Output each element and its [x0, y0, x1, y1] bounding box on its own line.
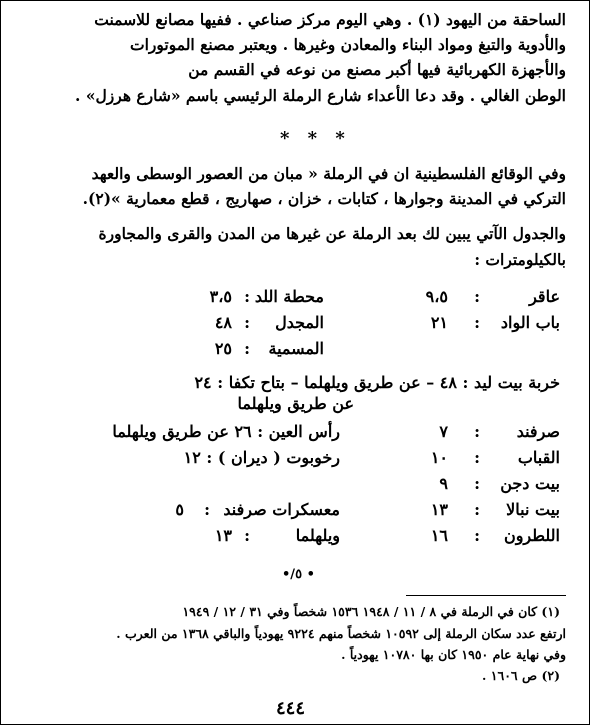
distance-name: باب الواد — [500, 313, 560, 332]
distance-value: ١٣ — [214, 526, 232, 545]
distance-separator: : — [474, 500, 480, 519]
distance-value: ٩،٥ — [425, 287, 448, 306]
distance-value: ١٦ — [430, 526, 448, 545]
footnote-line-2: ارتفع عدد سكان الرملة إلى ١٠٥٩٢ شخصاً منهم ٩٢٢٤ يهودياً والباقي ١٣٦٨ من العرب . — [116, 626, 566, 641]
distance-name: عاقر — [529, 287, 560, 306]
distance-separator: : — [474, 287, 480, 306]
distance-separator: : — [474, 474, 480, 493]
distance-name: معسكرات صرفند — [223, 500, 340, 519]
distance-separator: : — [244, 526, 250, 545]
book-page — [14, 4, 576, 720]
distance-value: ٢١ — [430, 313, 448, 332]
footnote-rule — [406, 595, 566, 596]
distance-value: ٣،٥ — [209, 287, 232, 306]
paragraph-2-line-1: وفي الوقائع الفلسطينية ان في الرملة « مبان من العصور الوسطى والعهد — [91, 164, 566, 183]
distance-value: ١٠ — [430, 448, 448, 467]
distance-entry: رأس العين : ٢٦ عن طريق ويلهلما — [112, 422, 340, 441]
distance-value: ٥ — [175, 500, 184, 519]
distance-separator: : — [474, 422, 480, 441]
distance-value: ٩ — [439, 474, 448, 493]
paragraph-1-line-2: والأدوية والتبغ ومواد البناء والمعادن وغيرها . ويعتبر مصنع الموتورات — [130, 35, 566, 54]
paragraph-3-line-1: والجدول الآتي يبين لك بعد الرملة عن غيرها من المدن والقرى والمجاورة — [98, 224, 566, 243]
distance-entry: رخوبوت ( ديران ) : ١٢ — [183, 448, 340, 467]
distance-separator: : — [244, 313, 250, 332]
footnote-line-1: (١) كان في الرملة في ٨ / ١١ / ١٩٤٨ ١٥٣٦ شخصاً وفي ٣١ / ١٢ / ١٩٤٩ — [182, 604, 560, 619]
distance-separator: : — [244, 287, 250, 306]
distance-name: اللطرون — [503, 526, 560, 545]
paragraph-1-line-4: الوطن الغالي . وقد دعا الأعداء شارع الرملة الرئيسي باسم «شارع هرزل» . — [75, 86, 566, 105]
distance-separator: : — [244, 339, 250, 358]
distance-name: المجدل — [275, 313, 324, 332]
paragraph-1-line-3: والأجهزة الكهربائية فيها أكبر مصنع من نوعه في القسم من — [188, 60, 566, 79]
section-separator: * * * — [280, 128, 351, 149]
paragraph-2-line-2: التركي في المدينة وجوارها ، كتابات ، خزان ، صهاريج ، قطع معمارية »(٢). — [82, 189, 566, 208]
distance-separator: : — [474, 526, 480, 545]
distance-name: المسمية — [268, 339, 324, 358]
distance-value: ٢٥ — [214, 339, 232, 358]
section-separator-2: • ٥/• — [282, 567, 315, 582]
paragraph-1-line-1: الساحقة من اليهود (١) . وهي اليوم مركز صناعي . ففيها مصانع للاسمنت — [94, 10, 566, 29]
distance-value: ١٣ — [430, 500, 448, 519]
distance-name: صرفند — [516, 422, 560, 441]
distance-name: القباب — [517, 448, 560, 467]
page-number: ٤٤٤ — [276, 698, 306, 719]
distance-khirbet-line-2: عن طريق ويلهلما — [237, 394, 354, 413]
footnote-line-4: (٢) ص ١٦٠٦ . — [482, 668, 560, 683]
distance-name: بيت نبالا — [506, 500, 560, 519]
distance-name: محطة اللد — [254, 287, 324, 306]
distance-name: ويلهلما — [295, 526, 340, 545]
distance-value: ٧ — [439, 422, 448, 441]
distance-separator: : — [204, 500, 210, 519]
footnote-line-3: وفي نهاية عام ١٩٥٠ كان بها ١٠٧٨٠ يهودياً . — [341, 647, 566, 662]
distance-value: ٤٨ — [214, 313, 232, 332]
distance-name: بيت دجن — [500, 474, 560, 493]
paragraph-3-line-2: بالكيلومترات : — [474, 250, 566, 269]
distance-separator: : — [474, 448, 480, 467]
distance-khirbet-line-1: خربة بيت ليد : ٤٨ – عن طريق ويلهلما – بتاح تكفا : ٢٤ — [194, 373, 560, 392]
distance-separator: : — [474, 313, 480, 332]
